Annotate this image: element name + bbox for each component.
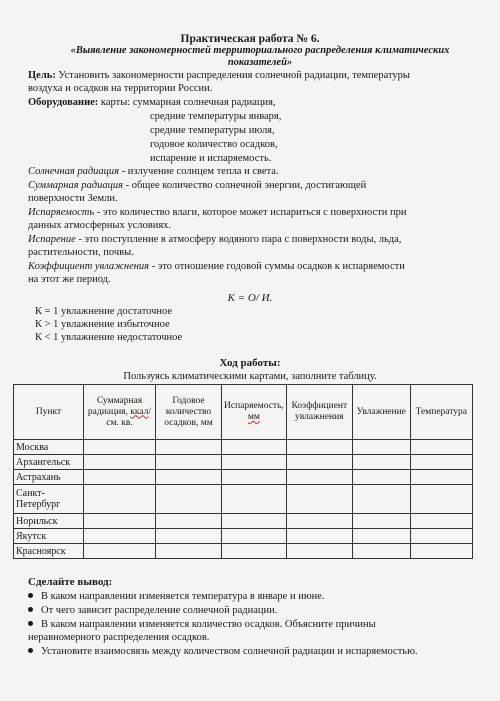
cell[interactable] (286, 544, 352, 559)
k-value: К > 1 увлажнение избыточное (35, 319, 170, 330)
col-radiation: Суммарная радиация, ккал/см. кв. (84, 385, 156, 440)
table-row (14, 485, 473, 514)
bullet-icon (28, 607, 33, 612)
cell[interactable] (286, 470, 352, 485)
cell[interactable] (156, 529, 222, 544)
cell[interactable] (410, 529, 472, 544)
conclusion-bullet: В каком направлении изменяется температура в январе и июне. (28, 591, 325, 603)
def-evapor-1: Испарение - это поступление в атмосферу водяного пара с поверхности воды, льда, (28, 234, 402, 245)
cell[interactable] (84, 514, 156, 529)
goal-line-2: воздуха и осадков на территории России. (28, 83, 213, 94)
equipment-item: средние температуры июля, (150, 125, 275, 136)
cell[interactable] (156, 544, 222, 559)
cell[interactable] (286, 440, 352, 455)
cell[interactable] (156, 470, 222, 485)
cell[interactable] (352, 440, 410, 455)
cell[interactable] (352, 470, 410, 485)
cell[interactable] (286, 485, 352, 514)
cell[interactable] (410, 544, 472, 559)
col-temp: Температура (410, 385, 472, 440)
work-instruction: Пользуясь климатическими картами, заполните таблицу. (123, 371, 377, 382)
def-total-2: поверхности Земли. (28, 193, 118, 204)
cell[interactable] (286, 529, 352, 544)
table-row (14, 514, 473, 529)
conclusion-bullet: Установите взаимосвязь между количеством солнечной радиации и испаряемостью. (28, 646, 418, 658)
work-heading: Ход работы: (219, 357, 281, 369)
cell[interactable] (286, 455, 352, 470)
city-cell: Красноярск (14, 544, 84, 559)
def-evapor-2: растительности, почвы. (28, 247, 134, 258)
cell[interactable] (222, 470, 287, 485)
cell[interactable] (222, 455, 287, 470)
cell[interactable] (84, 440, 156, 455)
cell[interactable] (410, 455, 472, 470)
k-value: К = 1 увлажнение достаточное (35, 306, 173, 317)
col-evap: Испаряемость, мм (222, 385, 287, 440)
moisture-formula: К = О/ И. (227, 292, 273, 304)
city-cell: Архангельск (14, 455, 84, 470)
cell[interactable] (84, 485, 156, 514)
cell[interactable] (222, 544, 287, 559)
col-point: Пункт (14, 385, 84, 440)
cell[interactable] (84, 529, 156, 544)
table-row (14, 470, 473, 485)
equipment-item: годовое количество осадков, (150, 139, 278, 150)
cell[interactable] (222, 440, 287, 455)
city-cell: Санкт-Петербург (14, 485, 84, 514)
table-row (14, 440, 473, 455)
table-row (14, 529, 473, 544)
conclusion-heading: Сделайте вывод: (28, 576, 113, 588)
cell[interactable] (222, 529, 287, 544)
page-subtitle: «Выявление закономерностей территориального распределения климатических показателей» (70, 45, 450, 68)
col-precip: Годовое количество осадков, мм (156, 385, 222, 440)
cell[interactable] (222, 485, 287, 514)
conclusion-bullet: От чего зависит распределение солнечной радиации. (28, 605, 277, 617)
def-solar: Солнечная радиация - излучение солнцем тепла и света. (28, 166, 279, 177)
cell[interactable] (352, 455, 410, 470)
cell[interactable] (352, 514, 410, 529)
cell[interactable] (352, 529, 410, 544)
k-value: К < 1 увлажнение недостаточное (35, 332, 183, 343)
cell[interactable] (84, 470, 156, 485)
city-cell: Якутск (14, 529, 84, 544)
table-row (14, 544, 473, 559)
col-moist: Увлажнение (352, 385, 410, 440)
conclusion-bullet: В каком направлении изменяется количество осадков. Объясните причины (28, 619, 376, 631)
cell[interactable] (352, 485, 410, 514)
cell[interactable] (352, 544, 410, 559)
goal-line-1: Цель: Установить закономерности распределения солнечной радиации, температуры (28, 70, 410, 81)
cell[interactable] (286, 514, 352, 529)
cell[interactable] (410, 470, 472, 485)
conclusion-bullet-cont: неравномерного распределения осадков. (28, 632, 210, 643)
bullet-icon (28, 593, 33, 598)
bullet-icon (28, 648, 33, 653)
cell[interactable] (156, 455, 222, 470)
def-evap-1: Испаряемость - это количество влаги, которое может испариться с поверхности при (28, 207, 407, 218)
bullet-icon (28, 621, 33, 626)
def-coef-1: Коэффициент увлажнения - это отношение годовой суммы осадков к испаряемости (28, 261, 405, 272)
city-cell: Астрахань (14, 470, 84, 485)
col-coef: Коэффициент увлажнения (286, 385, 352, 440)
cell[interactable] (222, 514, 287, 529)
def-evap-2: данных атмосферных условиях. (28, 220, 172, 231)
cell[interactable] (156, 485, 222, 514)
cell[interactable] (156, 440, 222, 455)
cell[interactable] (156, 514, 222, 529)
cell[interactable] (84, 544, 156, 559)
equipment-item: средние температуры января, (150, 111, 282, 122)
def-coef-2: на этот же период. (28, 274, 111, 285)
equipment-line: Оборудование: карты: суммарная солнечная радиация, (28, 97, 276, 108)
cell[interactable] (410, 485, 472, 514)
page-title: Практическая работа № 6. (180, 33, 320, 45)
table-row (14, 455, 473, 470)
equipment-item: испарение и испаряемость. (150, 153, 272, 164)
city-cell: Норильск (14, 514, 84, 529)
cell[interactable] (84, 455, 156, 470)
city-cell: Москва (14, 440, 84, 455)
cell[interactable] (410, 514, 472, 529)
climate-table (13, 384, 473, 559)
cell[interactable] (410, 440, 472, 455)
def-total-1: Суммарная радиация - общее количество солнечной энергии, достигающей (28, 180, 367, 191)
